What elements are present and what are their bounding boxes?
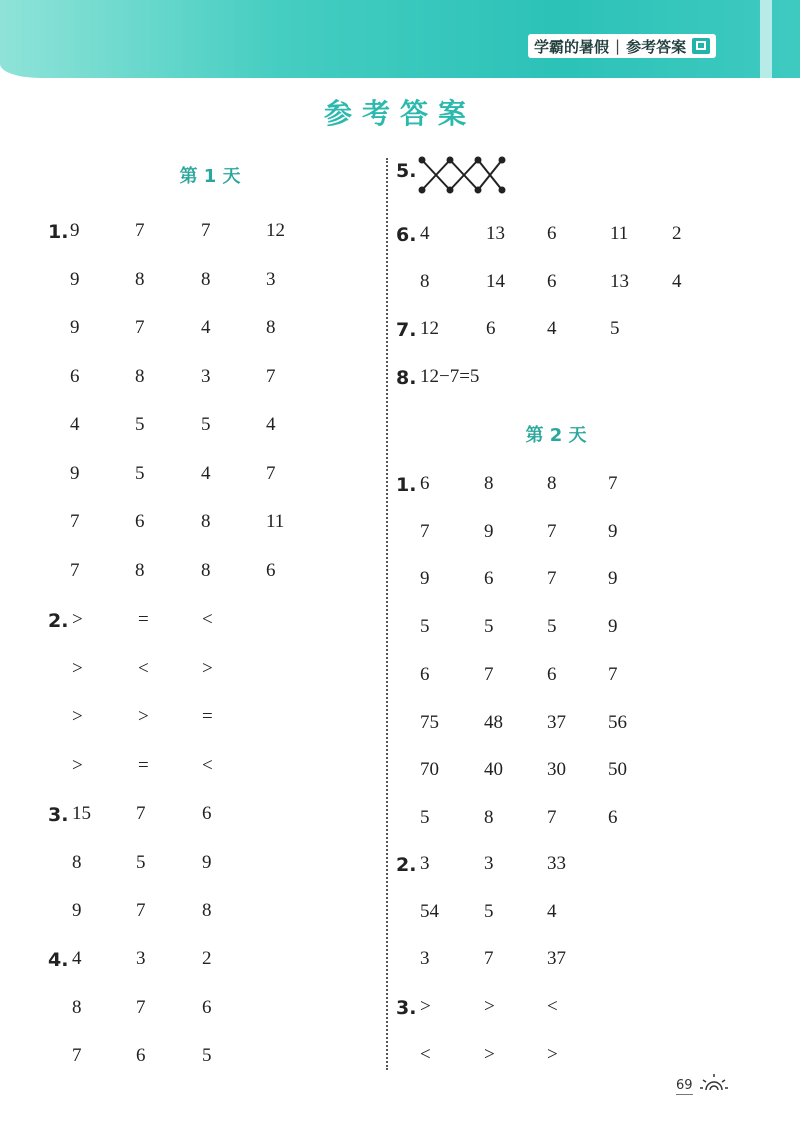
day2-q2-answer-cell: 33 [547, 853, 566, 874]
day1-q1-answer-cell: 6 [266, 559, 276, 581]
day1-q7-answer-cell: 4 [547, 318, 557, 339]
day1-q1-answer-cell: 4 [201, 462, 211, 484]
day1-q1-answer-cell: 6 [70, 365, 80, 387]
day1-q4-answer-cell: 3 [136, 948, 146, 969]
day2-q2-answer-cell: 37 [547, 948, 566, 969]
day1-q1-answer-cell: 3 [266, 268, 276, 290]
day2-q3-answer-cell: > [484, 1043, 495, 1065]
day1-q2-answer-cell: < [138, 657, 149, 679]
day1-q3-answer-cell: 8 [72, 851, 82, 873]
day2-q1-answer-cell: 6 [608, 806, 618, 828]
day1-q1-answer-cell: 7 [70, 559, 80, 581]
day1-q1-answer-cell: 5 [135, 462, 145, 484]
day1-q1-answer-cell: 7 [266, 365, 276, 387]
day1-q1-answer-cell: 8 [135, 268, 145, 290]
day1-q3-answer-cell: 9 [72, 900, 82, 921]
day2-q1-answer-cell: 9 [420, 568, 430, 590]
sun-icon [700, 1072, 730, 1096]
day2-q1-answer-cell: 6 [420, 473, 430, 494]
section-title: 参考答案 [626, 37, 687, 56]
day1-q6-answer-cell: 11 [610, 223, 629, 244]
day2-q1-answer-cell: 9 [608, 568, 618, 590]
banner-edge [760, 0, 772, 78]
day1-q6-answer-cell: 6 [547, 270, 557, 292]
day2-q1-answer-cell: 48 [484, 711, 503, 733]
day1-q1-answer-cell: 6 [135, 511, 145, 532]
day2-q1-answer-cell: 9 [608, 616, 618, 638]
day2-q1-answer-cell: 56 [608, 711, 627, 733]
day1-q4-answer-cell: 7 [72, 1045, 82, 1066]
day1-q1-answer-cell: 8 [201, 559, 211, 581]
header-tag [528, 34, 716, 58]
day1-q1-answer-cell: 11 [266, 511, 285, 532]
day2-q1-answer-cell: 9 [608, 520, 618, 542]
day2-q1-answer-cell: 37 [547, 711, 566, 733]
day1-q3-answer-cell: 7 [136, 900, 146, 921]
day1-q1-answer-cell: 8 [201, 268, 211, 290]
day1-q3-answer-cell: 9 [202, 851, 212, 873]
day1-q1-label: 1. [48, 221, 69, 243]
day2-q1-answer-cell: 8 [484, 806, 494, 828]
day2-q1-answer-cell: 7 [484, 663, 494, 685]
day2-q1-answer-cell: 30 [547, 759, 566, 781]
day1-q3-answer-cell: 7 [136, 803, 146, 824]
day2-q1-answer-cell: 5 [484, 616, 494, 638]
day1-q1-answer-cell: 4 [70, 414, 80, 435]
day2-q1-answer-cell: 7 [547, 806, 557, 828]
day2-q1-answer-cell: 9 [484, 520, 494, 542]
page-number: 69 [676, 1078, 693, 1093]
day1-q2-answer-cell: > [72, 657, 83, 679]
day1-q1-answer-cell: 3 [201, 365, 211, 387]
day2-q3-answer-cell: < [420, 1043, 431, 1065]
day1-q2-answer-cell: < [202, 754, 213, 776]
day1-q1-answer-cell: 7 [201, 220, 211, 241]
day1-q4-answer-cell: 7 [136, 996, 146, 1018]
day1-q7-answer-cell: 6 [486, 318, 496, 339]
day1-q1-answer-cell: 7 [266, 462, 276, 484]
day2-q3-answer-cell: > [420, 996, 431, 1017]
day2-q1-answer-cell: 40 [484, 759, 503, 781]
day2-q1-answer-cell: 7 [420, 520, 430, 542]
day1-q6-answer-cell: 8 [420, 270, 430, 292]
day1-q1-answer-cell: 9 [70, 220, 80, 241]
day2-q2-answer-cell: 3 [420, 853, 430, 874]
day1-q1-answer-cell: 9 [70, 268, 80, 290]
day1-q7-answer-cell: 12 [420, 318, 439, 339]
day1-q1-answer-cell: 9 [70, 317, 80, 338]
day2-q3-label: 3. [396, 997, 417, 1019]
day1-q4-label: 4. [48, 949, 69, 971]
day1-q6-answer-cell: 14 [486, 270, 505, 292]
day2-heading: 第 2 天 [525, 425, 587, 446]
day2-q1-answer-cell: 7 [608, 663, 618, 685]
day1-q4-answer-cell: 6 [136, 1045, 146, 1066]
day1-q6-answer-cell: 4 [420, 223, 430, 244]
day1-q1-answer-cell: 4 [266, 414, 276, 435]
day2-q1-label: 1. [396, 474, 417, 496]
day1-q6-answer-cell: 6 [547, 223, 557, 244]
day2-q1-answer-cell: 70 [420, 759, 439, 781]
day2-q2-answer-cell: 3 [484, 853, 494, 874]
day1-q1-answer-cell: 8 [135, 365, 145, 387]
day1-q3-answer-cell: 8 [202, 900, 212, 921]
day2-q1-answer-cell: 6 [420, 663, 430, 685]
day1-q1-answer-cell: 7 [70, 511, 80, 532]
day1-q3-answer-cell: 15 [72, 803, 91, 824]
day2-q3-answer-cell: > [547, 1043, 558, 1065]
day1-q4-answer-cell: 2 [202, 948, 212, 969]
day1-q6-label: 6. [396, 224, 417, 246]
day1-q5-label: 5. [396, 160, 417, 182]
day1-q3-answer-cell: 5 [136, 851, 146, 873]
day1-q2-answer-cell: = [202, 706, 213, 727]
day1-q1-answer-cell: 9 [70, 462, 80, 484]
day1-q8-label: 8. [396, 367, 417, 389]
header-separator: | [615, 37, 621, 55]
day1-q3-label: 3. [48, 804, 69, 826]
day1-q2-answer-cell: > [72, 609, 83, 630]
day1-q1-answer-cell: 5 [201, 414, 211, 435]
day2-q1-answer-cell: 75 [420, 711, 439, 733]
day1-q6-answer-cell: 13 [610, 270, 629, 292]
day1-q6-answer-cell: 2 [672, 223, 682, 244]
day2-q1-answer-cell: 5 [420, 616, 430, 638]
day2-q1-answer-cell: 7 [608, 473, 618, 494]
day1-q2-label: 2. [48, 610, 69, 632]
page-title: 参考答案 [323, 97, 476, 130]
day1-q1-answer-cell: 4 [201, 317, 211, 338]
day1-q1-answer-cell: 8 [266, 317, 276, 338]
day1-q2-answer-cell: < [202, 609, 213, 630]
day2-q2-answer-cell: 7 [484, 948, 494, 969]
book-title: 学霸的暑假 [534, 37, 610, 56]
day1-q2-answer-cell: > [72, 706, 83, 727]
day1-q1-answer-cell: 5 [135, 414, 145, 435]
day2-q1-answer-cell: 6 [484, 568, 494, 590]
day2-q1-answer-cell: 5 [547, 616, 557, 638]
day1-q1-answer-cell: 8 [201, 511, 211, 532]
day1-q3-answer-cell: 6 [202, 803, 212, 824]
day1-q1-answer-cell: 7 [135, 317, 145, 338]
day1-heading: 第 1 天 [179, 166, 241, 187]
day1-q7-label: 7. [396, 319, 417, 341]
day2-q2-answer-cell: 4 [547, 900, 557, 922]
day2-q1-answer-cell: 50 [608, 759, 627, 781]
day1-q2-answer-cell: > [72, 754, 83, 776]
day1-q6-answer-cell: 13 [486, 223, 505, 244]
day2-q2-answer-cell: 54 [420, 900, 439, 922]
day1-q8-equation: 12−7=5 [420, 366, 480, 387]
day1-q1-answer-cell: 7 [135, 220, 145, 241]
matching-lines-figure [418, 156, 508, 196]
day1-q1-answer-cell: 8 [135, 559, 145, 581]
day2-q1-answer-cell: 7 [547, 568, 557, 590]
book-icon [692, 38, 710, 54]
day2-q1-answer-cell: 5 [420, 806, 430, 828]
day2-q3-answer-cell: > [484, 996, 495, 1017]
day2-q1-answer-cell: 8 [484, 473, 494, 494]
day1-q2-answer-cell: = [138, 609, 149, 630]
day1-q1-answer-cell: 12 [266, 220, 285, 241]
day1-q2-answer-cell: > [138, 706, 149, 727]
day2-q2-label: 2. [396, 854, 417, 876]
day1-q2-answer-cell: > [202, 657, 213, 679]
day2-q1-answer-cell: 7 [547, 520, 557, 542]
day1-q7-answer-cell: 5 [610, 318, 620, 339]
day2-q2-answer-cell: 3 [420, 948, 430, 969]
day2-q2-answer-cell: 5 [484, 900, 494, 922]
day2-q1-answer-cell: 6 [547, 663, 557, 685]
column-divider [386, 158, 388, 1070]
day1-q4-answer-cell: 4 [72, 948, 82, 969]
day1-q2-answer-cell: = [138, 754, 149, 776]
day1-q4-answer-cell: 8 [72, 996, 82, 1018]
day2-q1-answer-cell: 8 [547, 473, 557, 494]
day1-q4-answer-cell: 5 [202, 1045, 212, 1066]
day2-q3-answer-cell: < [547, 996, 558, 1017]
day1-q4-answer-cell: 6 [202, 996, 212, 1018]
day1-q6-answer-cell: 4 [672, 270, 682, 292]
